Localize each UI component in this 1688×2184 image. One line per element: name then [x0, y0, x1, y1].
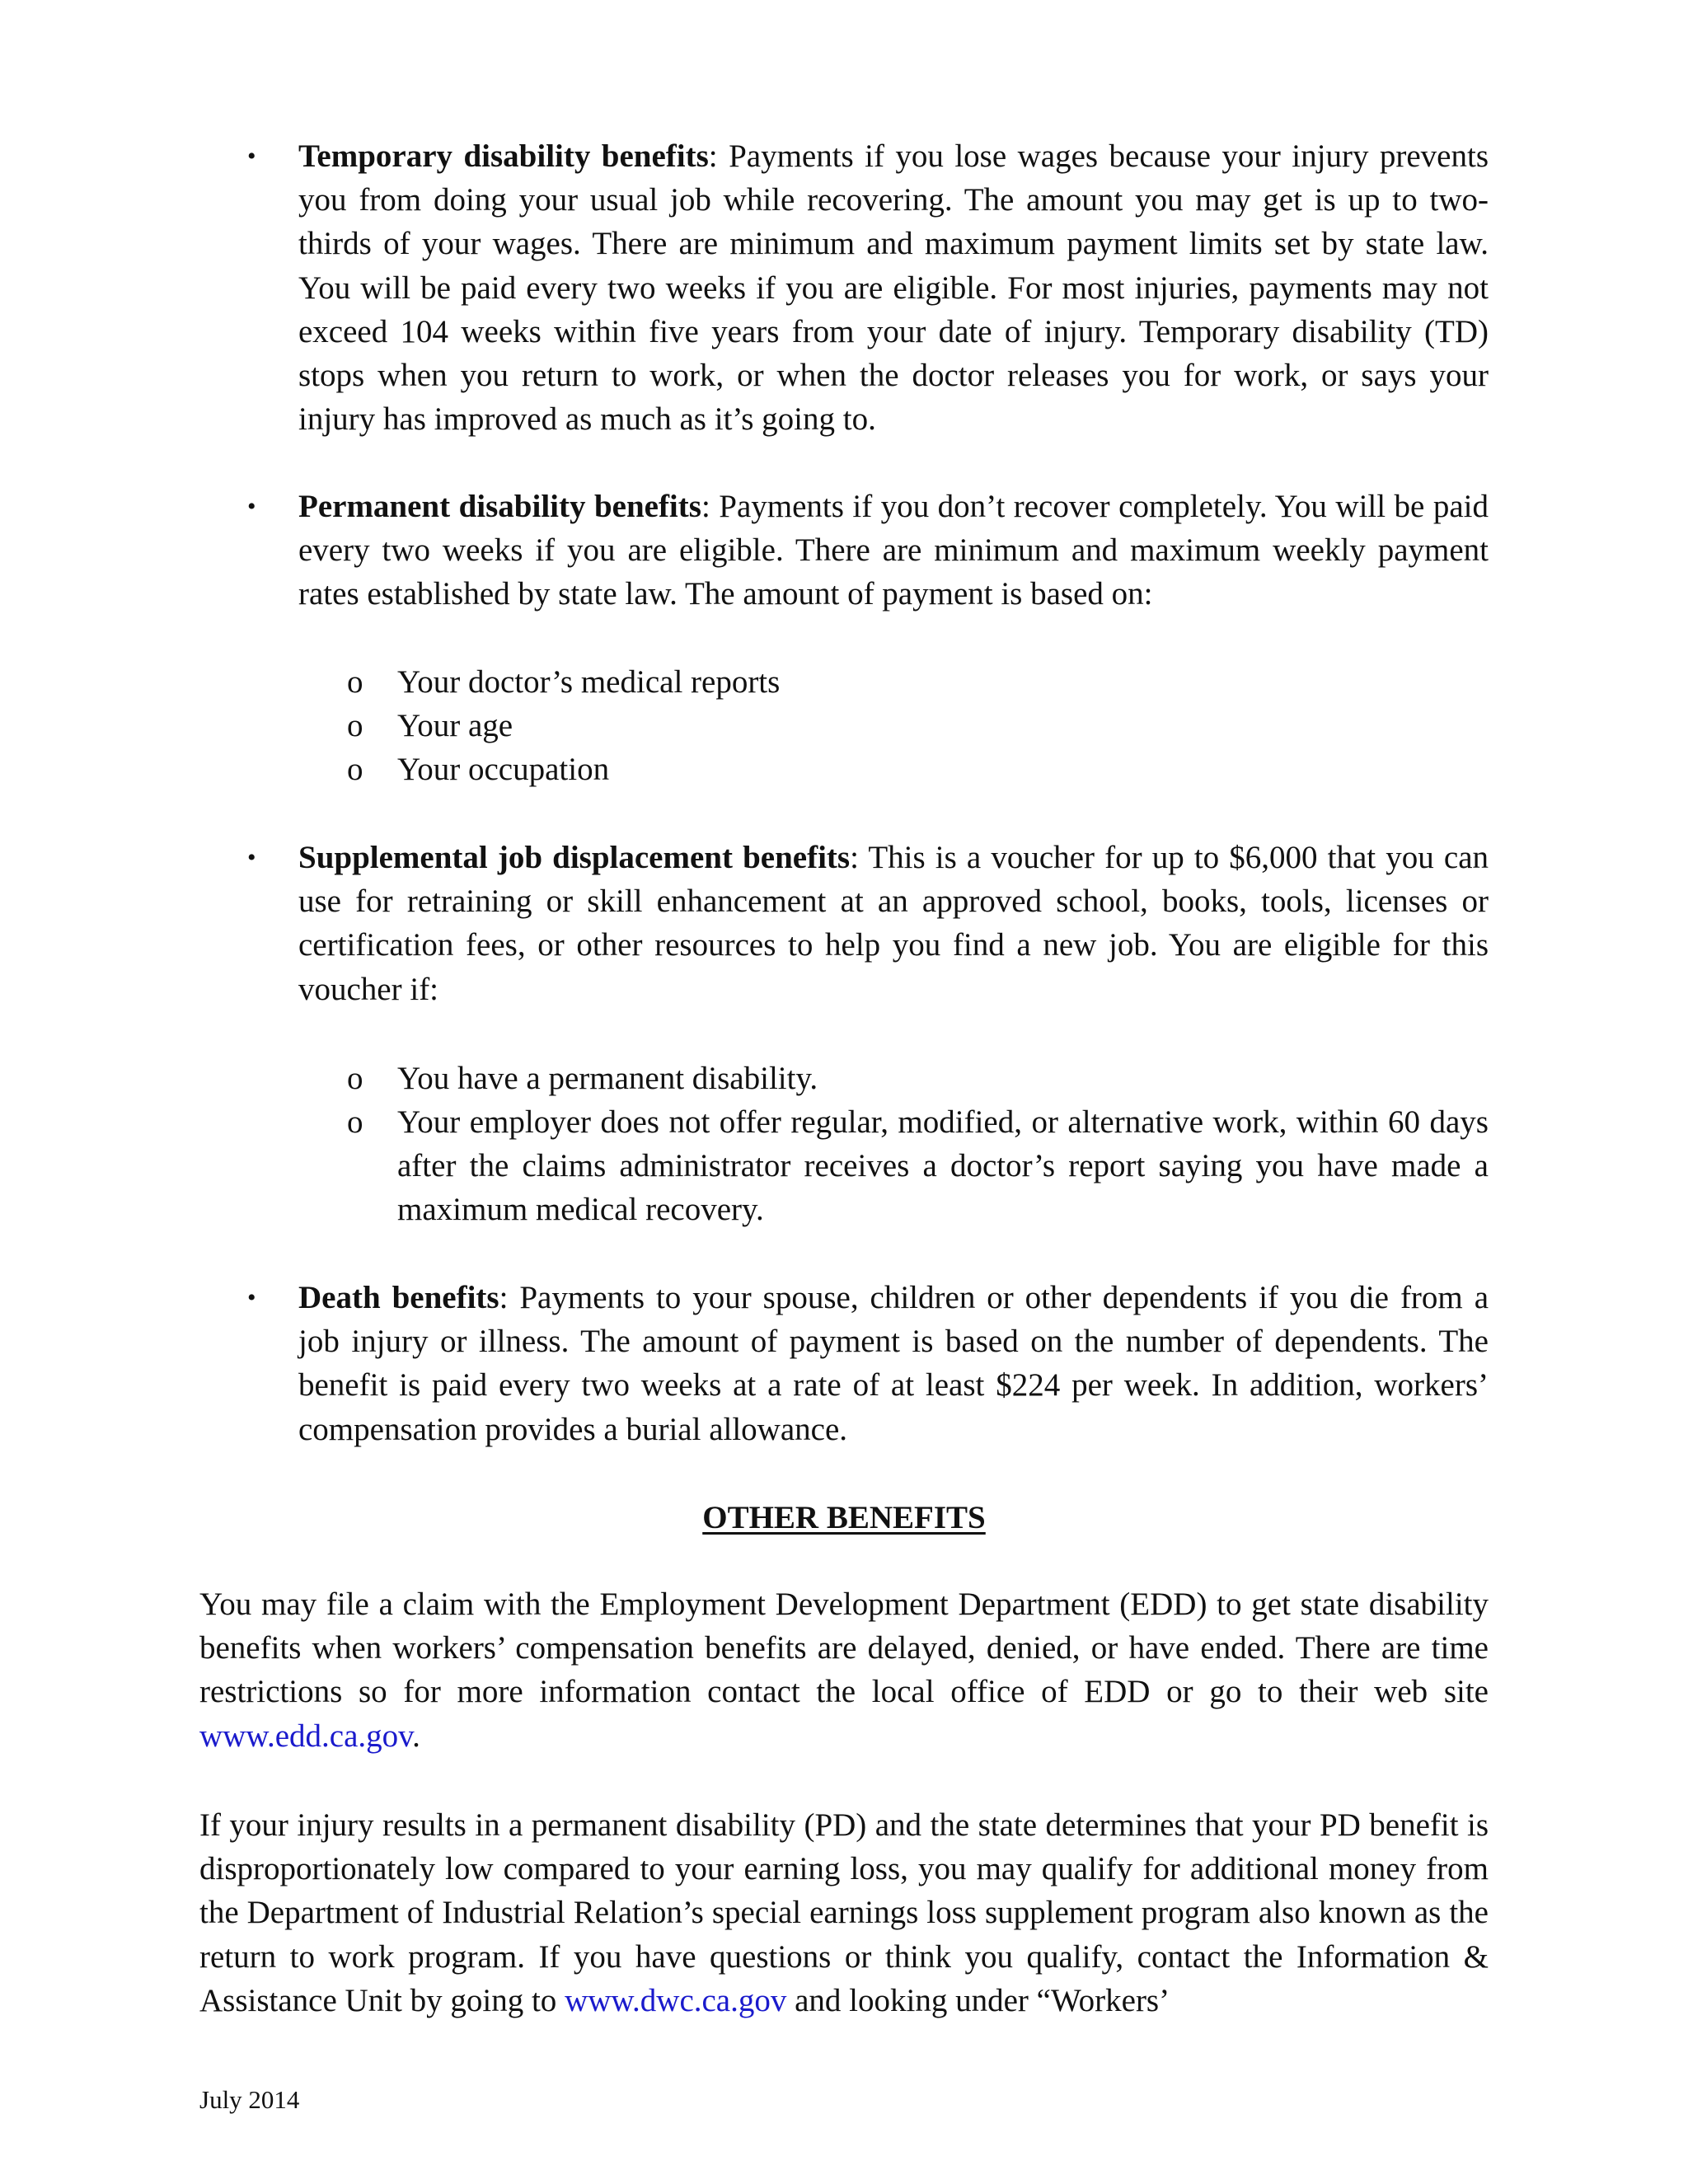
sub-marker: o — [347, 708, 363, 743]
sub-marker: o — [347, 1104, 363, 1140]
bullet-death-benefits — [298, 1276, 1489, 1451]
sub-item-occupation: Your occupation — [397, 752, 610, 787]
sub-marker: o — [347, 664, 363, 700]
paragraph-return-to-work-end: and looking under “Workers’ — [786, 1982, 1170, 2018]
paragraph-edd-text: You may file a claim with the Employment Development Department (EDD) to get state disability benefits when workers’ compensation benefits are delayed, denied, or have ended. There are time restrictions so for more information contact the local office of EDD or go to their web site — [199, 1586, 1489, 1710]
sub-marker: o — [347, 1061, 363, 1096]
bullet-supplemental-job-displacement — [298, 836, 1489, 1011]
text-death-benefits: : Payments to your spouse, children or other dependents if you die from a job injury or illness. The amount of payment is based on the number of dependents. The benefit is paid every two weeks at a rate of at least $224 per week. In addition, workers’ compensation provides a burial allowance. — [298, 1280, 1489, 1447]
heading-text: OTHER BENEFITS — [702, 1500, 986, 1535]
paragraph-return-to-work-text: If your injury results in a permanent disability (PD) and the state determines that your PD benefit is disproportionately low compared to your earning loss, you may qualify for additional money from the Department of Industrial Relation’s special earnings loss supplement program also known as the return to work program. If you have questions or think you qualify, contact the Information & Assistance Unit by going to — [199, 1807, 1489, 2018]
sub-item-employer-no-work: Your employer does not offer regular, modified, or alternative work, within 60 days after the claims administrator receives a doctor’s report saying you have made a maximum medical recovery. — [397, 1104, 1489, 1228]
sub-item-age: Your age — [397, 708, 513, 743]
sub-item-doctor-reports: Your doctor’s medical reports — [397, 664, 781, 700]
sub-marker: o — [347, 752, 363, 787]
bullet-temporary-disability — [298, 134, 1489, 441]
sub-item-permanent-disability: You have a permanent disability. — [397, 1061, 818, 1096]
bullet-marker: • — [247, 143, 256, 170]
text-permanent-disability: : Payments if you don’t recover completely. You will be paid every two weeks if you are eligible. There are minimum and maximum weekly payment rates established by state law. The amount of payment is based on: — [298, 489, 1489, 612]
bullet-marker: • — [247, 493, 256, 520]
text-supplemental-job-displacement: : This is a voucher for up to $6,000 that you can use for retraining or skill enhancement at an approved school, books, tools, licenses or certification fees, or other resources to help you find a new job. You are eligible for this voucher if: — [298, 840, 1489, 1007]
paragraph-return-to-work — [199, 1803, 1489, 2022]
bullet-marker: • — [247, 1284, 256, 1311]
footer-date: July 2014 — [199, 2085, 300, 2114]
text-temporary-disability: : Payments if you lose wages because your injury prevents you from doing your usual job while recovering. The amount you may get is up to two-thirds of your wages. There are minimum and maximum payment limits set by state law. You will be paid every two weeks if you are eligible. For most injuries, payments may not exceed 104 weeks within five years from your date of injury. Temporary disability (TD) stops when you return to work, or when the doctor releases you for work, or says your injury has improved as much as it’s going to. — [298, 138, 1489, 438]
bullet-permanent-disability — [298, 485, 1489, 616]
dwc-website-link[interactable]: www.dwc.ca.gov — [565, 1982, 787, 2018]
section-heading-other-benefits — [0, 1496, 1688, 1540]
edd-website-link[interactable]: www.edd.ca.gov — [199, 1718, 413, 1754]
term-supplemental-job-displacement: Supplemental job displacement benefits — [298, 840, 851, 875]
term-permanent-disability: Permanent disability benefits — [298, 489, 701, 524]
paragraph-edd — [199, 1582, 1489, 1758]
bullet-marker: • — [247, 844, 256, 871]
paragraph-edd-end: . — [412, 1718, 420, 1754]
term-death-benefits: Death benefits — [298, 1280, 499, 1315]
term-temporary-disability: Temporary disability benefits — [298, 138, 709, 174]
